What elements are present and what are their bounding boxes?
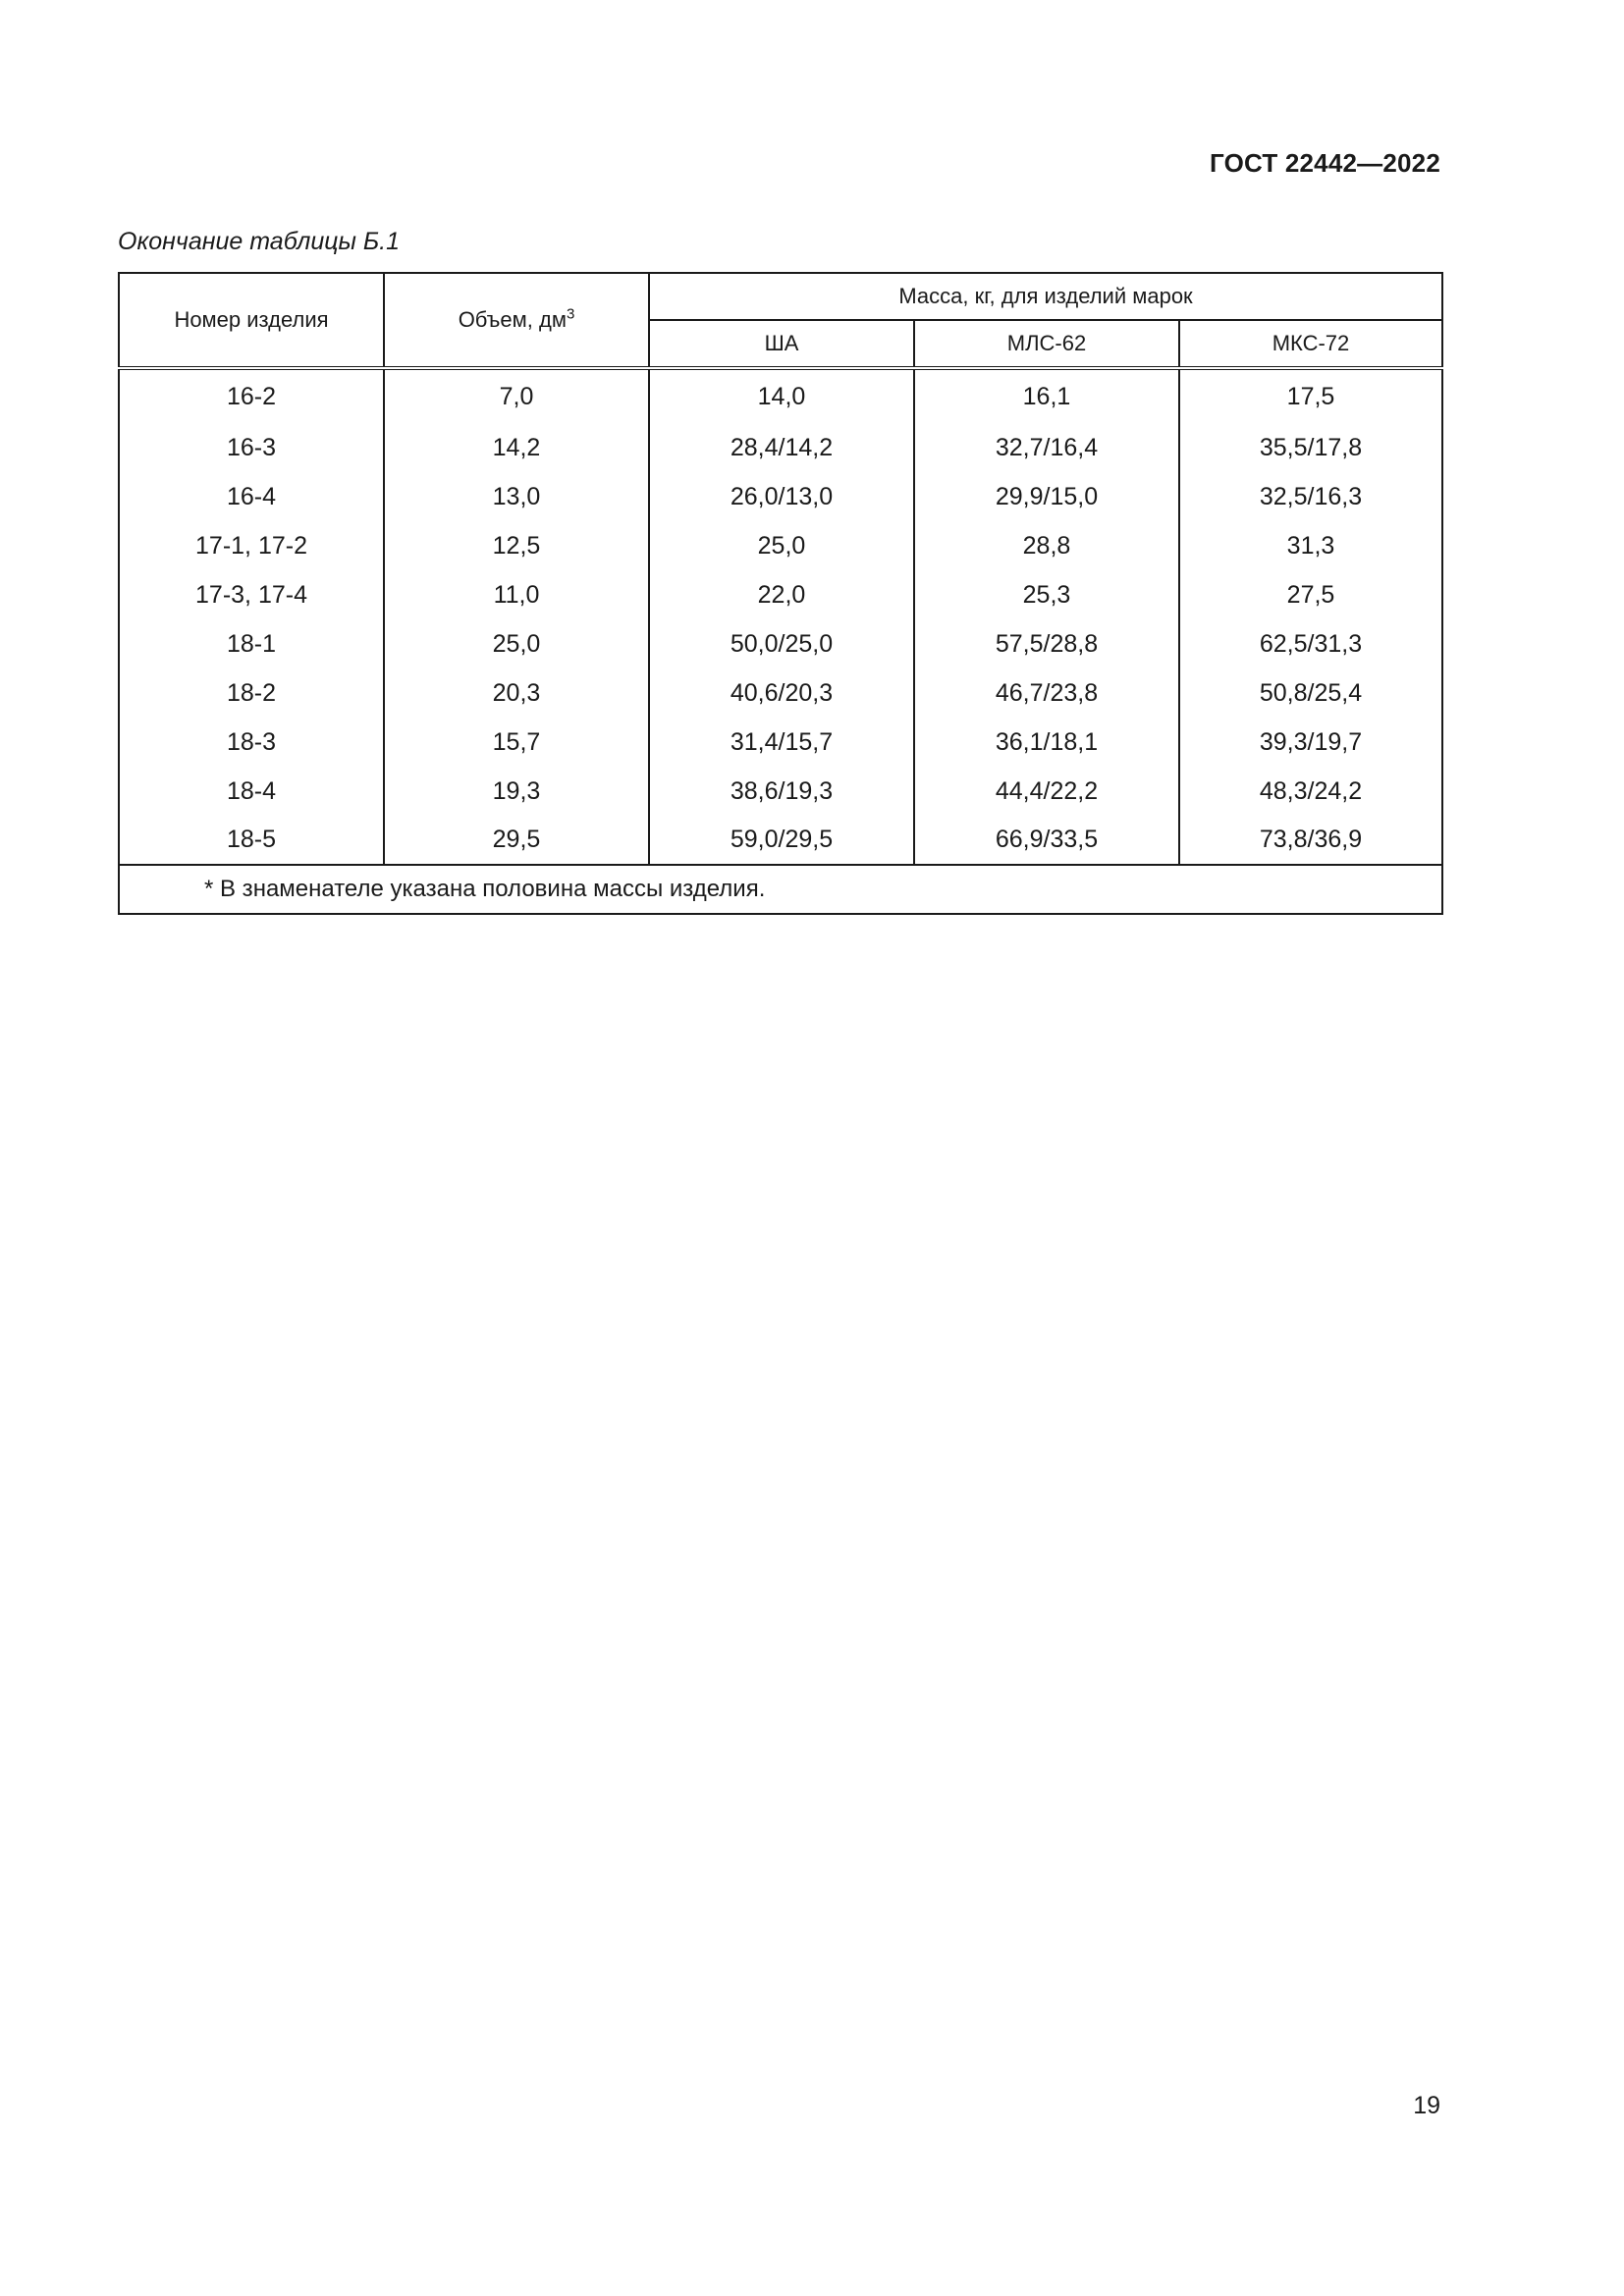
table-row <box>119 521 1442 570</box>
cell-volume: 25,0 <box>384 619 649 668</box>
table-row <box>119 570 1442 619</box>
header-brand-sha: ША <box>649 320 914 368</box>
header-volume-label: Объем, дм <box>458 307 567 332</box>
cell-item-number: 18-2 <box>119 668 384 718</box>
cell-mass-mls62: 28,8 <box>914 521 1179 570</box>
cell-mass-sha: 38,6/19,3 <box>649 767 914 816</box>
cell-mass-mls62: 36,1/18,1 <box>914 718 1179 767</box>
table-caption: Окончание таблицы Б.1 <box>118 228 400 255</box>
table-row <box>119 368 1442 423</box>
cell-volume: 20,3 <box>384 668 649 718</box>
table-row <box>119 816 1442 865</box>
table-row <box>119 668 1442 718</box>
cell-mass-sha: 28,4/14,2 <box>649 423 914 472</box>
table-footnote: * В знаменателе указана половина массы изделия. <box>119 865 1442 914</box>
table-row <box>119 423 1442 472</box>
cell-mass-sha: 25,0 <box>649 521 914 570</box>
header-mass-group: Масса, кг, для изделий марок <box>649 273 1442 320</box>
cell-item-number: 18-5 <box>119 816 384 865</box>
cell-item-number: 18-3 <box>119 718 384 767</box>
cell-item-number: 16-3 <box>119 423 384 472</box>
table-row <box>119 767 1442 816</box>
cell-mass-mks72: 27,5 <box>1179 570 1442 619</box>
cell-volume: 19,3 <box>384 767 649 816</box>
cell-mass-sha: 40,6/20,3 <box>649 668 914 718</box>
mass-table <box>118 272 1443 915</box>
table-row <box>119 619 1442 668</box>
cell-mass-sha: 59,0/29,5 <box>649 816 914 865</box>
header-volume-superscript: 3 <box>566 305 575 323</box>
cell-mass-mls62: 46,7/23,8 <box>914 668 1179 718</box>
cell-mass-mls62: 44,4/22,2 <box>914 767 1179 816</box>
cell-mass-mks72: 73,8/36,9 <box>1179 816 1442 865</box>
header-volume <box>384 273 649 368</box>
document-id: ГОСТ 22442—2022 <box>1210 148 1440 178</box>
cell-mass-mks72: 50,8/25,4 <box>1179 668 1442 718</box>
cell-item-number: 18-4 <box>119 767 384 816</box>
cell-volume: 29,5 <box>384 816 649 865</box>
cell-item-number: 16-2 <box>119 368 384 423</box>
cell-mass-sha: 22,0 <box>649 570 914 619</box>
cell-volume: 7,0 <box>384 368 649 423</box>
cell-mass-mls62: 66,9/33,5 <box>914 816 1179 865</box>
cell-mass-sha: 26,0/13,0 <box>649 472 914 521</box>
cell-mass-mks72: 32,5/16,3 <box>1179 472 1442 521</box>
cell-volume: 11,0 <box>384 570 649 619</box>
page-number: 19 <box>1413 2092 1440 2119</box>
cell-mass-mks72: 48,3/24,2 <box>1179 767 1442 816</box>
cell-volume: 14,2 <box>384 423 649 472</box>
cell-mass-sha: 31,4/15,7 <box>649 718 914 767</box>
cell-mass-mls62: 25,3 <box>914 570 1179 619</box>
cell-volume: 12,5 <box>384 521 649 570</box>
footnote-row <box>119 865 1442 914</box>
cell-mass-mls62: 29,9/15,0 <box>914 472 1179 521</box>
cell-mass-mks72: 17,5 <box>1179 368 1442 423</box>
cell-volume: 13,0 <box>384 472 649 521</box>
cell-mass-sha: 50,0/25,0 <box>649 619 914 668</box>
cell-mass-mls62: 16,1 <box>914 368 1179 423</box>
cell-item-number: 18-1 <box>119 619 384 668</box>
header-brand-mls62: МЛС-62 <box>914 320 1179 368</box>
cell-mass-mks72: 39,3/19,7 <box>1179 718 1442 767</box>
cell-mass-mks72: 31,3 <box>1179 521 1442 570</box>
header-brand-mks72: МКС-72 <box>1179 320 1442 368</box>
cell-item-number: 17-3, 17-4 <box>119 570 384 619</box>
cell-item-number: 17-1, 17-2 <box>119 521 384 570</box>
cell-volume: 15,7 <box>384 718 649 767</box>
cell-item-number: 16-4 <box>119 472 384 521</box>
cell-mass-mks72: 35,5/17,8 <box>1179 423 1442 472</box>
cell-mass-mls62: 32,7/16,4 <box>914 423 1179 472</box>
cell-mass-sha: 14,0 <box>649 368 914 423</box>
table-row <box>119 718 1442 767</box>
cell-mass-mks72: 62,5/31,3 <box>1179 619 1442 668</box>
table-row <box>119 472 1442 521</box>
cell-mass-mls62: 57,5/28,8 <box>914 619 1179 668</box>
header-item-number: Номер изделия <box>119 273 384 368</box>
